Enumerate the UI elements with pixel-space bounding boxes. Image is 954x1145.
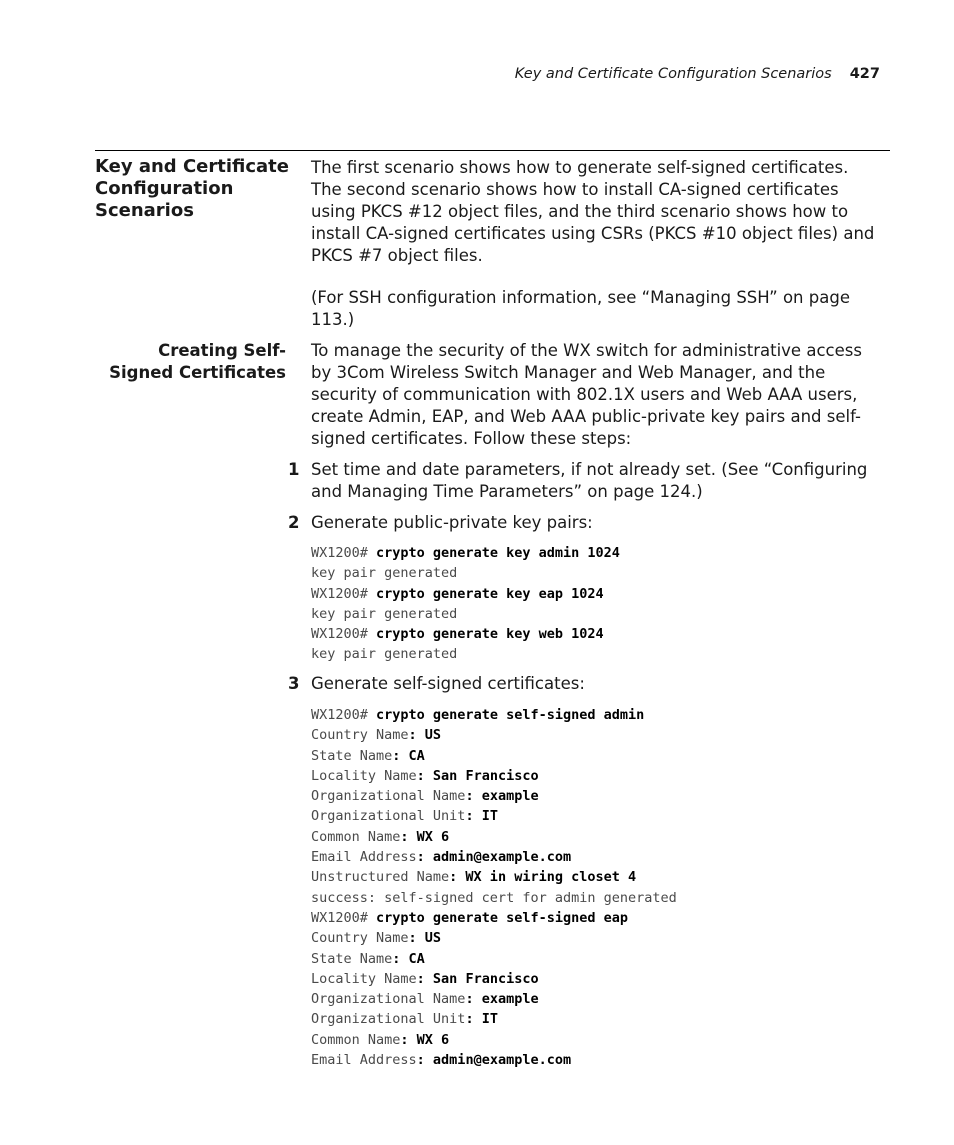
- subsection-intro-paragraph: To manage the security of the WX switch for administrative access by 3Com Wireless Switch Manager and Web Manager, and the security of communication with 802.1X users and Web AAA users, create Admin, EAP, and Web AAA public-private key pairs and self-signed certificates. Follow these steps:: [311, 341, 862, 448]
- code-line: Common Name: WX 6: [311, 828, 450, 845]
- page-number: 427: [849, 66, 880, 82]
- code-line: WX1200# crypto generate self-signed admin: [311, 707, 645, 723]
- section-rule: [95, 150, 890, 151]
- code-line: Email Address: admin@example.com: [311, 849, 572, 866]
- code-line: Country Name: US: [311, 727, 442, 744]
- code-line: WX1200# crypto generate self-signed eap: [311, 909, 628, 926]
- header-title: Key and Certificate Configuration Scenarios: [514, 66, 832, 82]
- code-line: State Name: CA: [311, 950, 425, 967]
- code-line: Locality Name: San Francisco: [311, 970, 539, 987]
- section-heading: Key and Certificate Configuration Scenarios: [95, 156, 289, 221]
- subsection-heading: Creating Self-Signed Certificates: [109, 341, 286, 382]
- code-line: key pair generated: [311, 605, 458, 622]
- step-text-1: Set time and date parameters, if not already set. (See “Configuring and Managing Time Parameters” on page 124.): [311, 460, 868, 501]
- section-intro-paragraph: The first scenario shows how to generate self-signed certificates. The second scenario shows how to install CA-signed certificates using PKCS #12 object files, and the third scenario shows how to install CA-signed certificates using CSRs (PKCS #10 object files) and PKCS #7 object files.: [311, 158, 875, 265]
- running-header: [515, 66, 880, 82]
- code-block-self-signed: [311, 705, 677, 1070]
- code-line: Unstructured Name: WX in wiring closet 4: [311, 869, 637, 886]
- step-number-3: 3: [288, 674, 300, 693]
- code-line: key pair generated: [311, 646, 458, 663]
- code-line: WX1200# crypto generate key web 1024: [311, 626, 604, 643]
- code-line: Common Name: WX 6: [311, 1031, 450, 1048]
- code-line: Organizational Name: example: [311, 991, 539, 1008]
- code-line: Locality Name: San Francisco: [311, 767, 539, 784]
- code-block-key-generation: [311, 543, 620, 665]
- code-line: Organizational Name: example: [311, 788, 539, 805]
- code-line: WX1200# crypto generate key eap 1024: [311, 585, 604, 602]
- code-line: success: self-signed cert for admin generated: [311, 889, 677, 906]
- code-line: Email Address: admin@example.com: [311, 1052, 572, 1069]
- code-line: key pair generated: [311, 565, 458, 582]
- code-line: Country Name: US: [311, 930, 442, 947]
- step-number-1: 1: [288, 460, 300, 479]
- code-line: State Name: CA: [311, 747, 425, 764]
- step-text-2: Generate public-private key pairs:: [311, 513, 593, 532]
- ssh-reference-paragraph: (For SSH configuration information, see “Managing SSH” on page 113.): [311, 288, 850, 329]
- step-text-3: Generate self-signed certificates:: [311, 674, 585, 693]
- code-line: Organizational Unit: IT: [311, 808, 498, 825]
- code-line: Organizational Unit: IT: [311, 1011, 498, 1028]
- step-number-2: 2: [288, 513, 300, 532]
- code-line: WX1200# crypto generate key admin 1024: [311, 545, 620, 561]
